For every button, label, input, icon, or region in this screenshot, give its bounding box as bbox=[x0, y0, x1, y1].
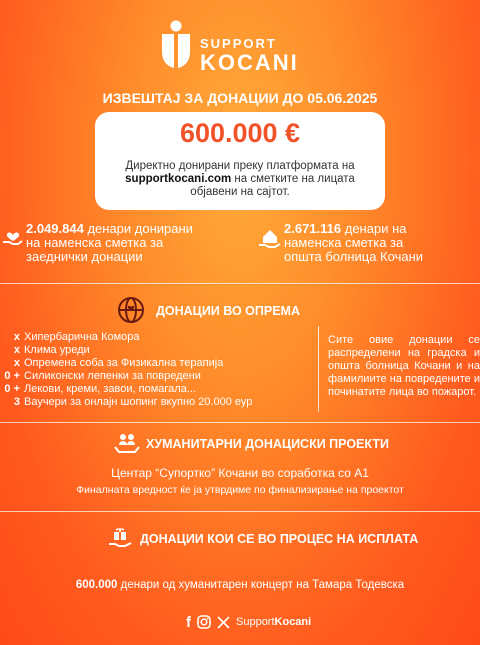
footer-social bbox=[186, 613, 311, 631]
total-description bbox=[95, 160, 385, 199]
in-payment-title: ДОНАЦИИ КОИ СЕ ВО ПРОЦЕС НА ИСПЛАТА bbox=[140, 532, 419, 546]
item-qty: x bbox=[13, 331, 20, 343]
footer-handle[interactable] bbox=[236, 616, 311, 628]
item-qty: 3 bbox=[13, 396, 20, 408]
item-qty: x bbox=[13, 357, 20, 369]
globe-icon bbox=[116, 295, 146, 325]
house-hand-icon bbox=[258, 228, 282, 250]
item-name: Лекови, креми, завои, помагала... bbox=[24, 383, 196, 395]
support-kocani-logo-mark bbox=[160, 20, 192, 80]
handle-part-b: Kocani bbox=[274, 616, 312, 628]
divider bbox=[0, 511, 480, 512]
facebook-icon[interactable]: f bbox=[186, 613, 191, 631]
stat-text-a: денари донирани bbox=[83, 221, 193, 236]
x-icon[interactable] bbox=[217, 616, 230, 629]
list-item bbox=[0, 357, 310, 370]
stat-value: 2.049.844 bbox=[26, 221, 84, 236]
site-link[interactable]: supportkocani.com bbox=[125, 173, 232, 185]
item-name: Опремена соба за Физикална терапија bbox=[24, 357, 224, 369]
item-qty: 0 + bbox=[4, 383, 20, 395]
payment-value: 600.000 bbox=[75, 579, 118, 591]
divider bbox=[0, 283, 480, 284]
stat-text-c: заеднички донации bbox=[26, 249, 143, 264]
stat-text-b: на наменска сметка за bbox=[26, 235, 164, 250]
list-item bbox=[0, 331, 310, 344]
item-qty: x bbox=[13, 344, 20, 356]
desc-line1: Директно донирани преку платформата на bbox=[125, 160, 355, 172]
stat-text-c: општа болница Кочани bbox=[284, 249, 424, 264]
equipment-list bbox=[0, 331, 310, 409]
humanitarian-title: ХУМАНИТАРНИ ДОНАЦИСКИ ПРОЕКТИ bbox=[146, 437, 389, 451]
item-qty: 0 + bbox=[4, 370, 20, 382]
equipment-note: Сите овие донации се распределени на градска и општа болница Кочани и на фамилиите на повредените и починатите лица во пожарот. bbox=[328, 334, 480, 398]
total-amount: 600.000 € bbox=[179, 118, 301, 148]
item-name: Клима уреди bbox=[24, 344, 90, 356]
vertical-divider bbox=[318, 326, 319, 412]
humanitarian-line2: Финалната вредност ќе ја утврдиме по финализирање на проектот bbox=[76, 484, 404, 496]
payment-item bbox=[0, 579, 480, 591]
hands-people-icon bbox=[114, 432, 140, 454]
desc-line2: на сметките на лицата bbox=[231, 173, 355, 185]
stat-hospital-donations bbox=[284, 222, 480, 264]
stat-text-a: денари на bbox=[341, 221, 407, 236]
humanitarian-line1: Центар “Супортко” Кочани во соработка со А1 bbox=[111, 466, 369, 480]
handle-part-a: Support bbox=[236, 616, 275, 628]
heart-hand-icon bbox=[2, 226, 24, 248]
list-item bbox=[0, 383, 310, 396]
stat-joint-donations bbox=[26, 222, 246, 264]
list-item bbox=[0, 396, 310, 409]
brand-line1: SUPPORT bbox=[200, 36, 277, 51]
payment-text: денари од хуманитарен концерт на Тамара Тодевска bbox=[117, 579, 405, 591]
gift-hand-icon bbox=[108, 526, 132, 550]
brand-logo bbox=[160, 20, 340, 80]
item-name: Хипербарична Комора bbox=[24, 331, 140, 343]
item-name: Силиконски лепенки за повредени bbox=[24, 370, 201, 382]
divider bbox=[0, 422, 480, 423]
total-card bbox=[95, 112, 385, 210]
brand-line2: KOCANI bbox=[200, 50, 299, 75]
equipment-title: ДОНАЦИИ ВО ОПРЕМА bbox=[156, 304, 300, 318]
desc-line3: објавени на сајтот. bbox=[190, 186, 290, 198]
item-name: Ваучери за онлајн шопинг вкупно 20.000 еур bbox=[24, 396, 253, 408]
stat-text-b: наменска сметка за bbox=[284, 235, 404, 250]
instagram-icon[interactable] bbox=[197, 615, 211, 629]
list-item bbox=[0, 370, 310, 383]
list-item bbox=[0, 344, 310, 357]
stat-value: 2.671.116 bbox=[284, 221, 342, 236]
report-title: ИЗВЕШТАЈ ЗА ДОНАЦИИ ДО 05.06.2025 bbox=[102, 90, 378, 106]
